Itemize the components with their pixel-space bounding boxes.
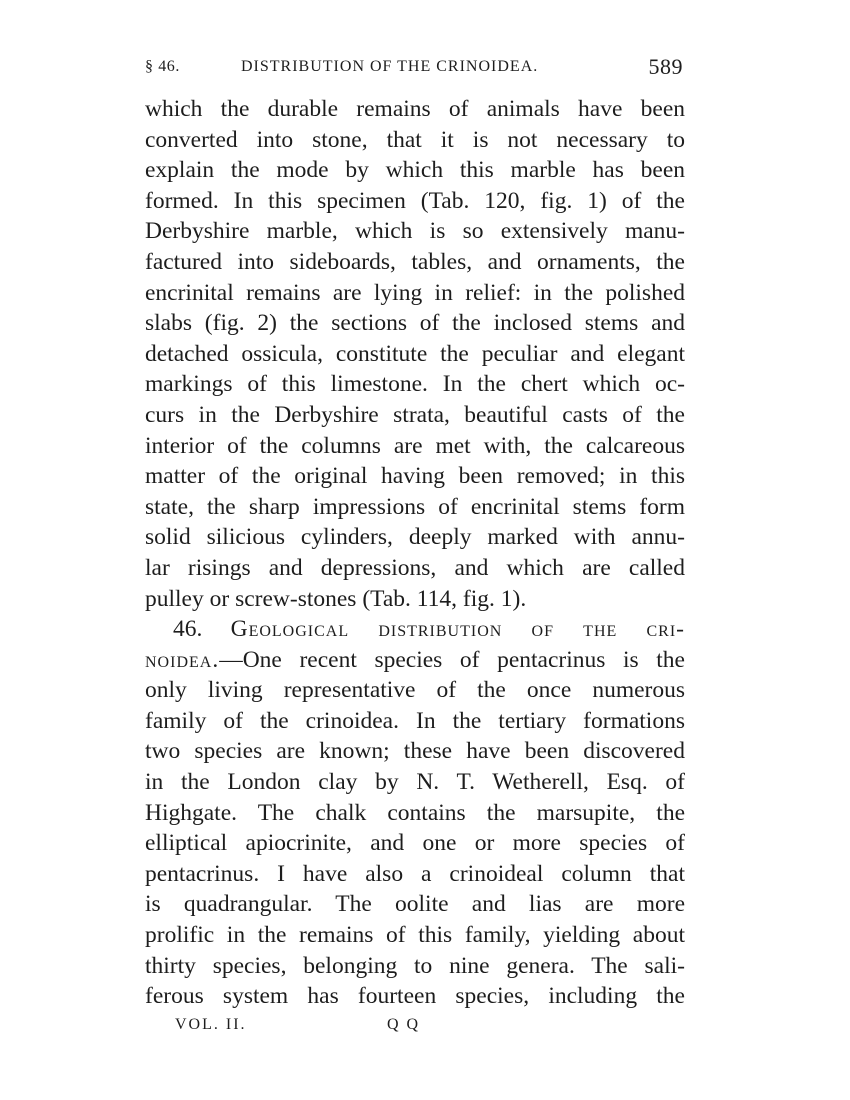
running-head xyxy=(145,54,683,84)
volume-number: VOL. II. xyxy=(175,1016,247,1033)
text-line: two species are known; these have been discovered xyxy=(145,738,685,765)
running-head-title: DISTRIBUTION OF THE CRINOIDEA. xyxy=(241,58,539,75)
text-line: which the durable remains of animals have been xyxy=(145,96,685,122)
text-line: matter of the original having been removed; in this xyxy=(145,463,685,490)
text-line: Highgate. The chalk contains the marsupite, the xyxy=(145,799,685,826)
body-text xyxy=(145,94,685,1012)
text-line: thirty species, belonging to nine genera. The sali- xyxy=(145,952,685,979)
text-line: is quadrangular. The oolite and lias are more xyxy=(145,891,685,918)
text-line: pulley or screw-stones (Tab. 114, fig. 1). xyxy=(145,585,527,612)
text-line: elliptical apiocrinite, and one or more species of xyxy=(145,830,685,857)
text-line: pentacrinus. I have also a crinoideal column that xyxy=(145,860,685,887)
page-number: 589 xyxy=(648,54,683,79)
text-line: prolific in the remains of this family, yielding about xyxy=(145,922,685,949)
text-line: explain the mode by which this marble has been xyxy=(145,157,685,184)
text-line: factured into sideboards, tables, and ornaments, the xyxy=(145,248,685,275)
text-line: encrinital remains are lying in relief: in the polished xyxy=(145,279,685,306)
text-line: state, the sharp impressions of encrinital stems form xyxy=(145,493,685,520)
section-heading-continuation xyxy=(145,645,685,676)
section-heading: Geological distribution of the cri- xyxy=(230,616,685,643)
text-line: solid silicious cylinders, deeply marked with annu- xyxy=(145,524,685,551)
section-text-start: —One recent species of pentacrinus is the xyxy=(219,646,685,673)
text-line: curs in the Derbyshire strata, beautiful casts of the xyxy=(145,401,685,428)
text-line: lar risings and depressions, and which are called xyxy=(145,554,685,581)
section-heading-end: noidea. xyxy=(145,646,220,673)
text-line: family of the crinoidea. In the tertiary formations xyxy=(145,707,685,734)
text-line: formed. In this specimen (Tab. 120, fig. 1) of the xyxy=(145,187,685,214)
text-line: in the London clay by N. T. Wetherell, Esq. of xyxy=(145,769,685,796)
text-line: interior of the columns are met with, the calcareous xyxy=(145,432,685,459)
section-heading-number: 46. xyxy=(173,616,203,643)
text-line: converted into stone, that it is not necessary to xyxy=(145,126,685,153)
signature-mark: Q Q xyxy=(387,1016,421,1033)
text-line: slabs (fig. 2) the sections of the inclosed stems and xyxy=(145,310,685,337)
text-line: Derbyshire marble, which is so extensively manu- xyxy=(145,218,685,245)
text-line: markings of this limestone. In the chert which oc- xyxy=(145,371,685,398)
text-line: detached ossicula, constitute the peculiar and elegant xyxy=(145,340,685,367)
section-heading-line xyxy=(145,614,685,645)
text-line: only living representative of the once numerous xyxy=(145,677,685,704)
page-footer xyxy=(175,1016,475,1046)
section-number: § 46. xyxy=(145,58,180,75)
text-line: ferous system has fourteen species, including the xyxy=(145,983,685,1010)
